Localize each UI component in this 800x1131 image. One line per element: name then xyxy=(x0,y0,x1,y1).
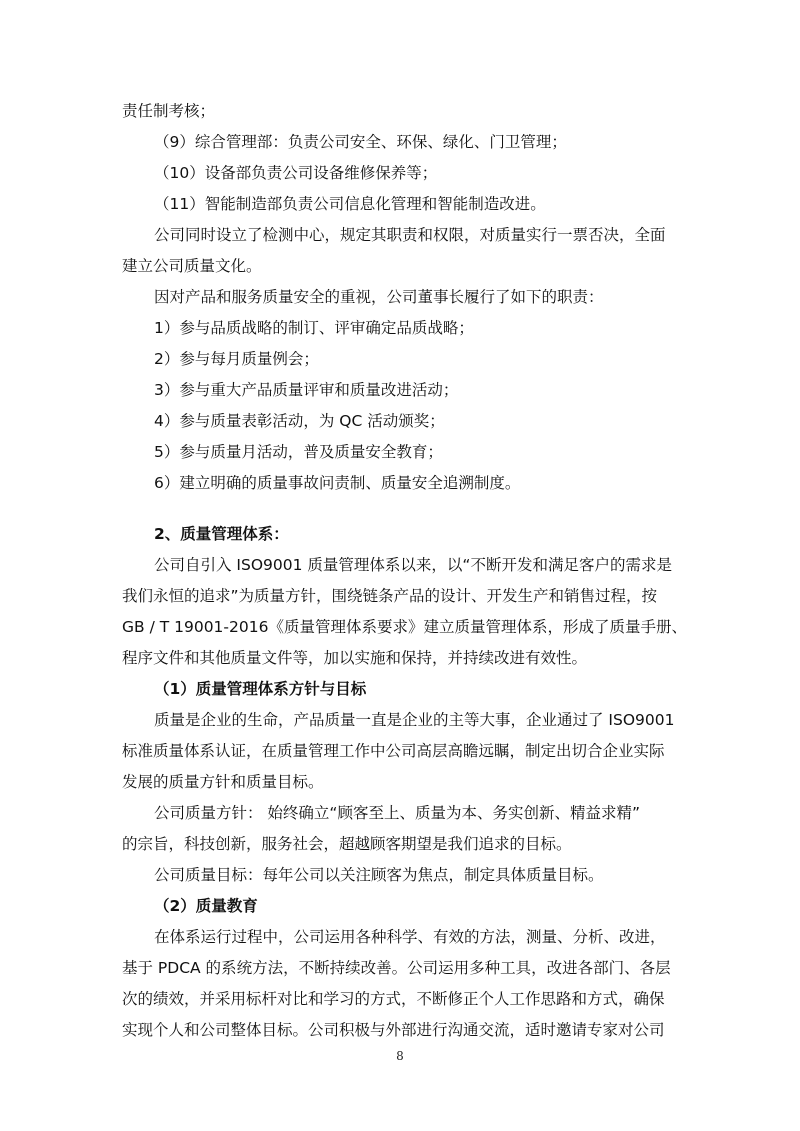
list-item: （9）综合管理部：负责公司安全、环保、绿化、门卫管理； xyxy=(154,133,567,151)
text-line: 次的绩效，并采用标杆对比和学习的方式，不断修正个人工作思路和方式，确保 xyxy=(122,990,665,1008)
text-line: 因对产品和服务质量安全的重视，公司董事长履行了如下的职责： xyxy=(154,288,604,306)
text-line: 公司自引入 ISO9001 质量管理体系以来，以“不断开发和满足客户的需求是 xyxy=(154,556,672,574)
section-heading: 2、质量管理体系： xyxy=(154,525,289,543)
text-line: 实现个人和公司整体目标。公司积极与外部进行沟通交流，适时邀请专家对公司 xyxy=(122,1021,665,1039)
list-item: 2）参与每月质量例会； xyxy=(154,350,319,368)
text-line: 质量是企业的生命，产品质量一直是企业的主等大事，企业通过了 ISO9001 xyxy=(154,711,675,729)
list-item: （11）智能制造部负责公司信息化管理和智能制造改进。 xyxy=(154,195,546,213)
list-item: 1）参与品质战略的制订、评审确定品质战略； xyxy=(154,319,474,337)
text-line: 标准质量体系认证，在质量管理工作中公司高层高瞻远瞩，制定出切合企业实际 xyxy=(122,742,665,760)
list-item: （10）设备部负责公司设备维修保养等； xyxy=(154,164,438,182)
text-line: GB / T 19001-2016《质量管理体系要求》建立质量管理体系，形成了质量手册、 xyxy=(122,618,687,636)
text-line: 公司同时设立了检测中心，规定其职责和权限，对质量实行一票否决，全面 xyxy=(154,226,666,244)
text-line: 的宗旨，科技创新，服务社会，超越顾客期望是我们追求的目标。 xyxy=(122,835,572,853)
text-line: 发展的质量方针和质量目标。 xyxy=(122,773,324,791)
text-line: 公司质量方针： 始终确立“顾客至上、质量为本、务实创新、精益求精” xyxy=(154,804,640,822)
subsection-heading: （2）质量教育 xyxy=(154,897,258,915)
text-line: 建立公司质量文化。 xyxy=(122,257,262,275)
list-item: 3）参与重大产品质量评审和质量改进活动； xyxy=(154,381,459,399)
list-item: 4）参与质量表彰活动，为 QC 活动颁奖； xyxy=(154,412,445,430)
text-line: 基于 PDCA 的系统方法，不断持续改善。公司运用多种工具，改进各部门、各层 xyxy=(122,959,671,977)
text-line: 责任制考核； xyxy=(122,102,216,120)
text-line: 我们永恒的追求”为质量方针，围绕链条产品的设计、开发生产和销售过程，按 xyxy=(122,587,658,605)
text-line: 程序文件和其他质量文件等，加以实施和保持，并持续改进有效性。 xyxy=(122,649,588,667)
text-line: 公司质量目标：每年公司以关注顾客为焦点，制定具体质量目标。 xyxy=(154,866,604,884)
page-number: 8 xyxy=(396,1049,404,1063)
subsection-heading: （1）质量管理体系方针与目标 xyxy=(154,680,367,698)
list-item: 6）建立明确的质量事故问责制、质量安全追溯制度。 xyxy=(154,474,521,492)
text-line: 在体系运行过程中，公司运用各种科学、有效的方法，测量、分析、改进， xyxy=(154,928,666,946)
list-item: 5）参与质量月活动，普及质量安全教育； xyxy=(154,443,443,461)
